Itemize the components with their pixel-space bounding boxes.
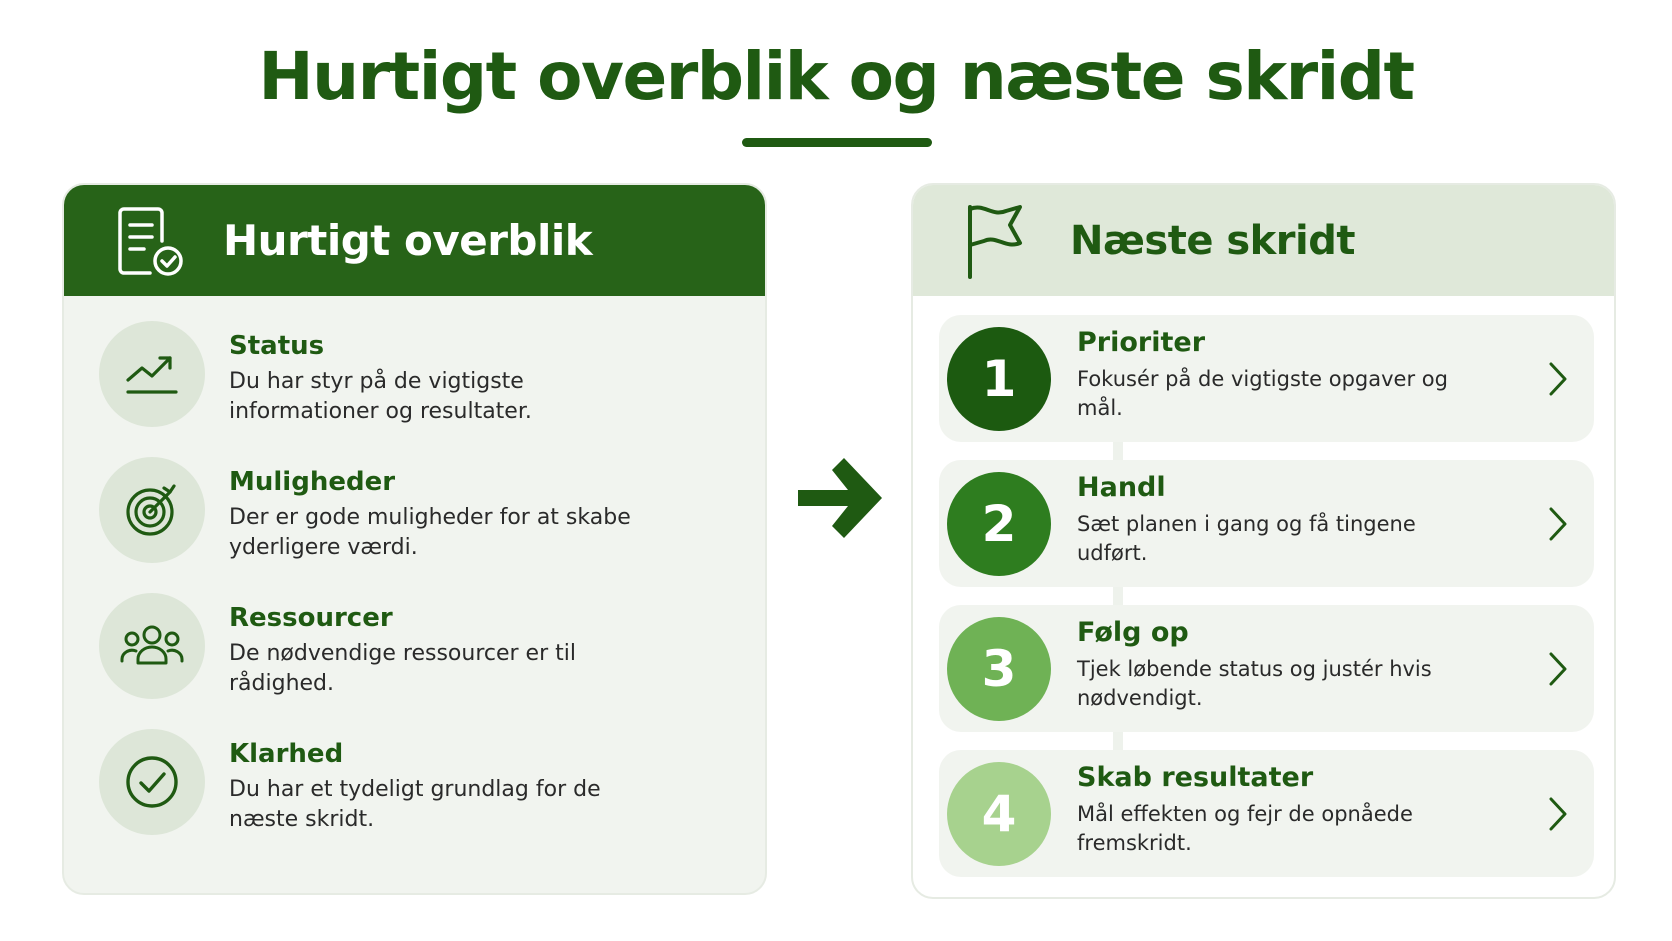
- step-number-badge: 3: [947, 617, 1051, 721]
- overview-item-description: Der er gode muligheder for at skabe yderligere værdi.: [229, 505, 631, 560]
- chevron-right-icon[interactable]: [1546, 504, 1570, 544]
- step-card-1[interactable]: [939, 315, 1594, 442]
- step-title: Skab resultater: [1077, 762, 1314, 793]
- step-title: Følg op: [1077, 617, 1189, 648]
- page-title: Hurtigt overblik og næste skridt: [258, 38, 1414, 115]
- step-number-badge: 2: [947, 472, 1051, 576]
- overview-item-muligheder: [99, 457, 719, 567]
- step-card-3[interactable]: [939, 605, 1594, 732]
- step-card-2[interactable]: [939, 460, 1594, 587]
- overview-item-title: Klarhed: [229, 739, 344, 769]
- check-circle-icon: [99, 729, 205, 835]
- next-steps-card: [911, 183, 1616, 899]
- overview-item-klarhed: [99, 729, 719, 839]
- overview-title: Hurtigt overblik: [223, 216, 593, 265]
- step-description: Sæt planen i gang og få tingene udført.: [1077, 512, 1416, 565]
- step-description: Mål effekten og fejr de opnåede fremskridt.: [1077, 802, 1413, 855]
- chevron-right-icon[interactable]: [1546, 794, 1570, 834]
- overview-card: [62, 183, 767, 895]
- next-steps-title: Næste skridt: [1070, 217, 1355, 264]
- overview-item-description: Du har et tydeligt grundlag for de næste skridt.: [229, 777, 601, 832]
- overview-item-ressourcer: [99, 593, 719, 703]
- step-description: Fokusér på de vigtigste opgaver og mål.: [1077, 367, 1448, 420]
- overview-item-title: Muligheder: [229, 467, 396, 497]
- overview-item-status: [99, 321, 719, 431]
- arrow-right-icon: [792, 450, 890, 546]
- overview-header: [64, 185, 765, 296]
- flag-icon: [958, 200, 1030, 282]
- step-card-4[interactable]: [939, 750, 1594, 877]
- trend-up-chart-icon: [99, 321, 205, 427]
- checklist-document-icon: [109, 200, 191, 282]
- next-steps-header: [913, 185, 1614, 296]
- step-title: Handl: [1077, 472, 1166, 503]
- chevron-right-icon[interactable]: [1546, 649, 1570, 689]
- target-icon: [99, 457, 205, 563]
- title-underline: [742, 138, 932, 147]
- chevron-right-icon[interactable]: [1546, 359, 1570, 399]
- overview-item-title: Status: [229, 331, 325, 361]
- step-number-badge: 4: [947, 762, 1051, 866]
- people-group-icon: [99, 593, 205, 699]
- step-description: Tjek løbende status og justér hvis nødvendigt.: [1077, 657, 1432, 710]
- overview-item-title: Ressourcer: [229, 603, 393, 633]
- step-number-badge: 1: [947, 327, 1051, 431]
- overview-item-description: Du har styr på de vigtigste informationer og resultater.: [229, 369, 532, 424]
- step-title: Prioriter: [1077, 327, 1206, 358]
- overview-item-description: De nødvendige ressourcer er til rådighed.: [229, 641, 576, 696]
